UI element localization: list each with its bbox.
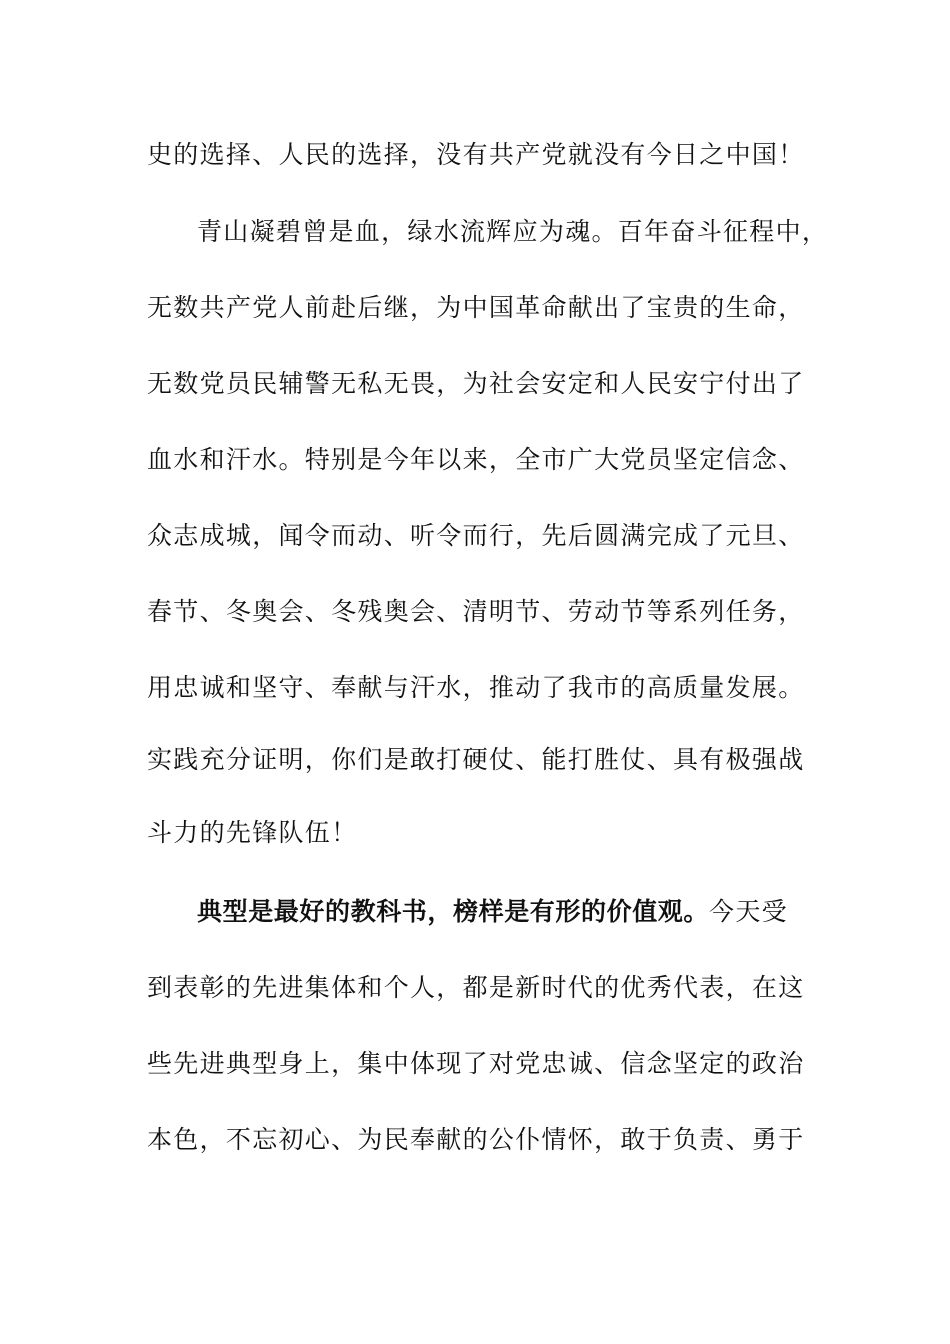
paragraph-3-line-1-rest: 今天受 xyxy=(709,897,788,926)
paragraph-2-line-7: 用忠诚和坚守、奉献与汗水，推动了我市的高质量发展。 xyxy=(147,673,805,702)
paragraph-2-line-2: 无数共产党人前赴后继，为中国革命献出了宝贵的生命， xyxy=(147,293,805,322)
paragraph-2-line-3: 无数党员民辅警无私无畏，为社会安定和人民安宁付出了 xyxy=(147,369,805,398)
paragraph-3-line-1 xyxy=(197,897,788,927)
paragraph-2-line-4: 血水和汗水。特别是今年以来，全市广大党员坚定信念、 xyxy=(147,445,805,474)
paragraph-2-line-1: 青山凝碧曾是血，绿水流辉应为魂。百年奋斗征程中， xyxy=(197,217,829,246)
paragraph-2-line-9: 斗力的先锋队伍！ xyxy=(147,818,358,847)
paragraph-2-line-5: 众志成城，闻令而动、听令而行，先后圆满完成了元旦、 xyxy=(147,521,805,550)
paragraph-2-line-8: 实践充分证明，你们是敢打硬仗、能打胜仗、具有极强战 xyxy=(147,745,805,774)
paragraph-3-line-3: 些先进典型身上，集中体现了对党忠诚、信念坚定的政治 xyxy=(147,1049,805,1078)
paragraph-1-line-1: 史的选择、人民的选择，没有共产党就没有今日之中国！ xyxy=(147,140,805,169)
paragraph-3-line-4: 本色，不忘初心、为民奉献的公仆情怀，敢于负责、勇于 xyxy=(147,1125,805,1154)
paragraph-3-line-2: 到表彰的先进集体和个人，都是新时代的优秀代表，在这 xyxy=(147,973,805,1002)
paragraph-2-line-6: 春节、冬奥会、冬残奥会、清明节、劳动节等系列任务， xyxy=(147,597,805,626)
paragraph-3-bold-lead: 典型是最好的教科书，榜样是有形的价值观。 xyxy=(197,897,710,926)
